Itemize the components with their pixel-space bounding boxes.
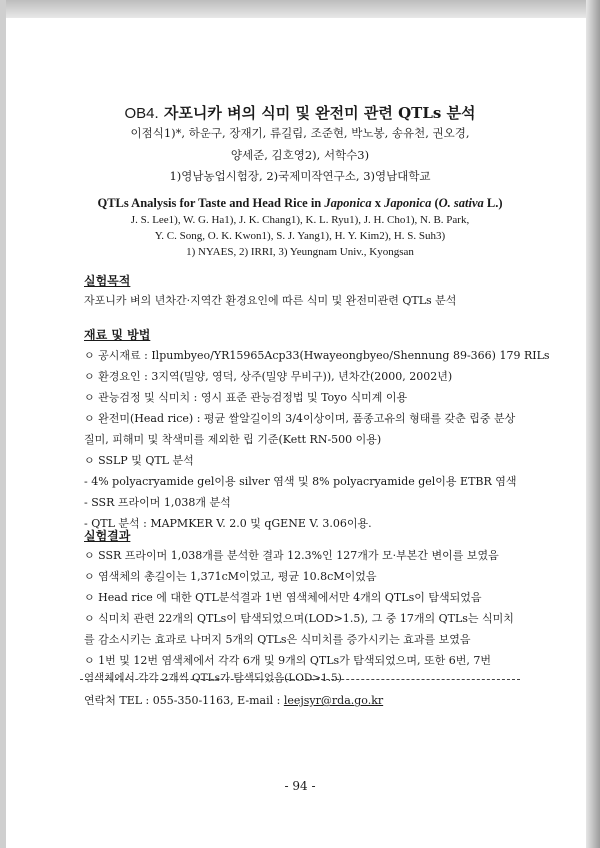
results-item: ㅇ 1번 및 12번 염색체에서 각각 6개 및 9개의 QTLs가 탐색되었으며, 또한 6번, 7번: [84, 654, 492, 667]
dashed-divider: [80, 679, 520, 680]
contact-label: 연락처 TEL : 055-350-1163, E-mail :: [84, 694, 284, 707]
section-heading-results: 실험결과: [84, 529, 131, 543]
purpose-text: 자포니카 벼의 년차간·지역간 환경요인에 따른 식미 및 완전미관련 QTLs 분석: [84, 294, 457, 307]
section-heading-methods: 재료 및 방법: [84, 328, 151, 342]
authors-korean-line1: 이점식1)*, 하운구, 장재기, 류길림, 조준현, 박노봉, 송유천, 권오경,: [130, 126, 470, 140]
title-english: [0, 196, 600, 211]
results-item: ㅇ SSR 프라이머 1,038개를 분석한 결과 12.3%인 127개가 모·부본간 변이를 보였음: [84, 549, 499, 562]
results-item: ㅇ 염색체의 총길이는 1,371cM이었고, 평균 10.8cM이었음: [84, 570, 377, 583]
methods-item: ㅇ 환경요인 : 3지역(밀양, 영덕, 상주(밀양 무비구)), 년차간(2000, 2002년): [84, 370, 453, 383]
title-en-italic: O. sativa: [438, 196, 484, 210]
results-item: 를 감소시키는 효과로 나머지 5개의 QTLs은 식미치를 증가시키는 효과를 보였음: [84, 633, 471, 646]
results-item: ㅇ Head rice 에 대한 QTL분석결과 1번 염색체에서만 4개의 QTLs이 탐색되었음: [84, 591, 482, 604]
methods-item: - QTL 분석 : MAPMKER V. 2.0 및 qGENE V. 3.06이용.: [84, 517, 372, 530]
methods-item: ㅇ SSLP 및 QTL 분석: [84, 454, 194, 467]
methods-item: 질미, 피해미 및 착색미를 제외한 립 기준(Kett RN-500 이용): [84, 433, 382, 446]
scan-edge-top: [0, 0, 600, 18]
affiliations-english: 1) NYAES, 2) IRRI, 3) Yeungnam Univ., Kyongsan: [186, 246, 414, 258]
title-en-part: L.): [483, 196, 503, 210]
methods-item: ㅇ 관능검정 및 식미치 : 영시 표준 관능검정법 및 Toyo 식미계 이용: [84, 391, 408, 404]
section-heading-purpose: 실험목적: [84, 274, 131, 288]
title-korean: [0, 102, 600, 123]
title-en-part: x: [371, 196, 385, 210]
methods-item: - SSR 프라이머 1,038개 분석: [84, 496, 231, 509]
title-en-part: (: [431, 196, 439, 210]
authors-korean-line2: 양세준, 김호영2), 서학수3): [230, 148, 370, 162]
results-item: 염색체에서 각각 2개씩 QTLs가 탐색되었음(LOD>1.5): [84, 672, 342, 684]
contact-line: [84, 692, 383, 708]
methods-item: - 4% polyacryamide gel이용 silver 염색 및 8% polyacryamide gel이용 ETBR 염색: [84, 475, 517, 488]
title-en-part: QTLs Analysis for Taste and Head Rice in: [97, 196, 325, 210]
affiliations-korean: 1)영남농업시험장, 2)국제미작연구소, 3)영남대학교: [169, 169, 431, 183]
authors-english-line1: J. S. Lee1), W. G. Ha1), J. K. Chang1), K. L. Ryu1), J. H. Cho1), N. B. Park,: [130, 214, 470, 226]
title-en-italic: Japonica: [384, 196, 432, 210]
methods-item: ㅇ 완전미(Head rice) : 평균 쌀알길이의 3/4이상이며, 품종고유의 형태를 갖춘 립중 분상: [84, 412, 516, 425]
methods-item: ㅇ 공시재료 : Ilpumbyeo/YR15965Acp33(Hwayeongbyeo/Shennung 89-366) 179 RILs: [84, 349, 550, 362]
authors-english-line2: Y. C. Song, O. K. Kwon1), S. J. Yang1), H. Y. Kim2), H. S. Suh3): [154, 230, 446, 242]
contact-email-link[interactable]: leejsyr@rda.go.kr: [283, 694, 384, 707]
results-item: ㅇ 식미치 관련 22개의 QTLs이 탐색되었으며(LOD>1.5), 그 중 17개의 QTLs는 식미치: [84, 612, 514, 625]
title-en-italic: Japonica: [324, 196, 372, 210]
abstract-code: OB4.: [124, 105, 159, 122]
title-korean-text: 자포니카 벼의 식미 및 완전미 관련 QTLs 분석: [163, 104, 476, 122]
page-number: - 94 -: [284, 779, 316, 793]
